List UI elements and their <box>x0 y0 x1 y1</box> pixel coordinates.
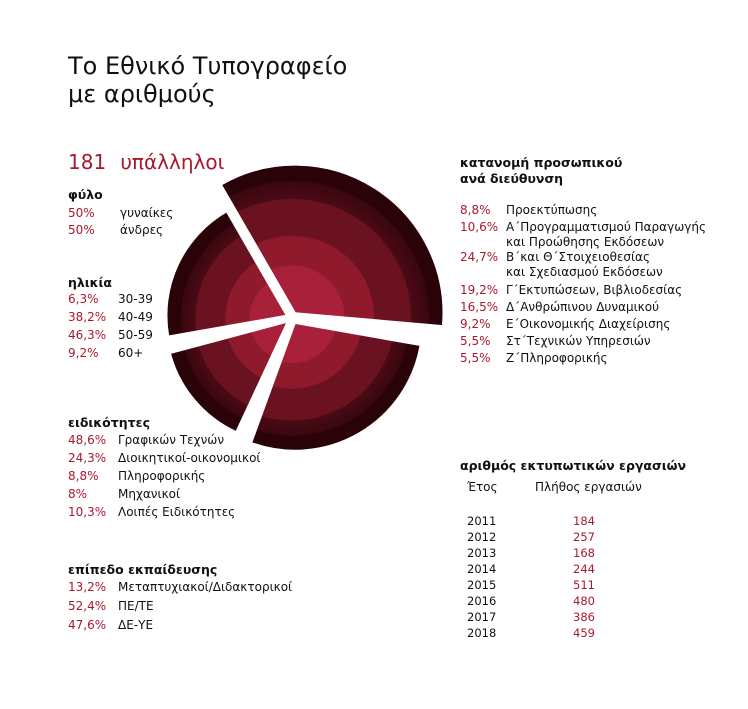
department-pct: 8,8% <box>460 203 491 217</box>
education-pct: 13,2% <box>68 580 107 594</box>
age-pct: 6,3% <box>68 292 99 306</box>
education-row <box>68 579 388 596</box>
department-row <box>460 220 740 252</box>
gender-title: φύλο <box>68 187 103 202</box>
jobs-title: αριθμός εκτυπωτικών εργασιών <box>460 458 687 473</box>
department-label: Στ΄Τεχνικών Υπηρεσιών <box>506 334 651 348</box>
department-label: Α΄Προγραμματισμού Παραγωγής <box>506 220 706 234</box>
department-label: Ε΄Οικονομικής Διαχείρισης <box>506 317 671 331</box>
gender-pct: 50% <box>68 223 95 237</box>
jobs-year: 2013 <box>467 546 497 560</box>
specialty-pct: 8% <box>68 487 88 501</box>
jobs-col-count: Πλήθος εργασιών <box>535 480 642 494</box>
department-label: Ζ΄Πληροφορικής <box>506 351 608 365</box>
jobs-year: 2011 <box>467 514 497 528</box>
jobs-count: 511 <box>573 578 595 592</box>
specialty-label: Διοικητικοί-οικονομικοί <box>118 451 261 465</box>
education-label: ΠΕ/ΤΕ <box>118 599 154 613</box>
jobs-year: 2015 <box>467 578 497 592</box>
department-pct: 16,5% <box>460 300 499 314</box>
department-label: Δ΄Ανθρώπινου Δυναμικού <box>506 300 660 314</box>
education-pct: 47,6% <box>68 618 107 632</box>
jobs-count: 386 <box>573 610 595 624</box>
specialty-row <box>68 468 368 485</box>
jobs-count: 480 <box>573 594 595 608</box>
jobs-count: 184 <box>573 514 595 528</box>
specialties-title: ειδικότητες <box>68 415 150 430</box>
department-pct: 9,2% <box>460 317 491 331</box>
specialty-pct: 10,3% <box>68 505 107 519</box>
gender-label: γυναίκες <box>120 206 174 220</box>
page-title <box>68 52 347 108</box>
jobs-count: 459 <box>573 626 595 640</box>
education-pct: 52,4% <box>68 599 107 613</box>
jobs-count: 257 <box>573 530 595 544</box>
specialty-label: Πληροφορικής <box>118 469 206 483</box>
specialty-label: Λοιπές Ειδικότητες <box>118 505 236 519</box>
departments-title-line-1: κατανομή προσωπικού <box>460 155 623 170</box>
jobs-year: 2018 <box>467 626 497 640</box>
age-label: 40-49 <box>118 310 153 324</box>
departments-title <box>460 155 622 187</box>
department-label-line-2: και Προώθησης Εκδόσεων <box>506 235 665 249</box>
title-line-2: με αριθμούς <box>68 80 216 108</box>
education-title: επίπεδο εκπαίδευσης <box>68 562 218 577</box>
department-label-line-2: και Σχεδιασμού Εκδόσεων <box>506 265 663 279</box>
age-label: 50-59 <box>118 328 153 342</box>
title-line-1: Το Εθνικό Τυπογραφείο <box>68 52 348 80</box>
employee-count: 181 <box>68 150 107 174</box>
department-pct: 10,6% <box>460 220 499 234</box>
departments-title-line-2: ανά διεύθυνση <box>460 171 564 186</box>
jobs-year: 2017 <box>467 610 497 624</box>
department-pct: 19,2% <box>460 283 499 297</box>
age-pct: 9,2% <box>68 346 99 360</box>
specialty-row <box>68 450 368 467</box>
employee-label: υπάλληλοι <box>120 150 225 174</box>
specialty-pct: 48,6% <box>68 433 107 447</box>
specialty-label: Γραφικών Τεχνών <box>118 433 225 447</box>
gender-pct: 50% <box>68 206 95 220</box>
education-label: Μεταπτυχιακοί/Διδακτορικοί <box>118 580 293 594</box>
jobs-count: 244 <box>573 562 595 576</box>
gender-label: άνδρες <box>120 223 164 237</box>
jobs-year: 2014 <box>467 562 497 576</box>
specialty-row <box>68 486 368 503</box>
department-row <box>460 250 740 282</box>
specialty-pct: 24,3% <box>68 451 107 465</box>
age-pct: 46,3% <box>68 328 107 342</box>
jobs-year: 2016 <box>467 594 497 608</box>
education-row <box>68 598 388 615</box>
age-label: 30-39 <box>118 292 153 306</box>
specialty-label: Μηχανικοί <box>118 487 181 501</box>
jobs-count: 168 <box>573 546 595 560</box>
department-pct: 5,5% <box>460 334 491 348</box>
department-label: Β΄και Θ΄Στοιχειοθεσίας <box>506 250 651 264</box>
education-row <box>68 617 388 634</box>
jobs-col-year: Έτος <box>467 480 498 494</box>
specialty-row <box>68 504 368 521</box>
department-pct: 5,5% <box>460 351 491 365</box>
department-label: Προεκτύπωσης <box>506 203 598 217</box>
department-pct: 24,7% <box>460 250 499 264</box>
age-label: 60+ <box>118 346 144 360</box>
department-label: Γ΄Εκτυπώσεων, Βιβλιοδεσίας <box>506 283 683 297</box>
age-title: ηλικία <box>68 275 113 290</box>
age-pct: 38,2% <box>68 310 107 324</box>
polar-area-chart <box>160 160 450 450</box>
education-label: ΔΕ-ΥΕ <box>118 618 154 632</box>
specialty-pct: 8,8% <box>68 469 99 483</box>
jobs-year: 2012 <box>467 530 497 544</box>
